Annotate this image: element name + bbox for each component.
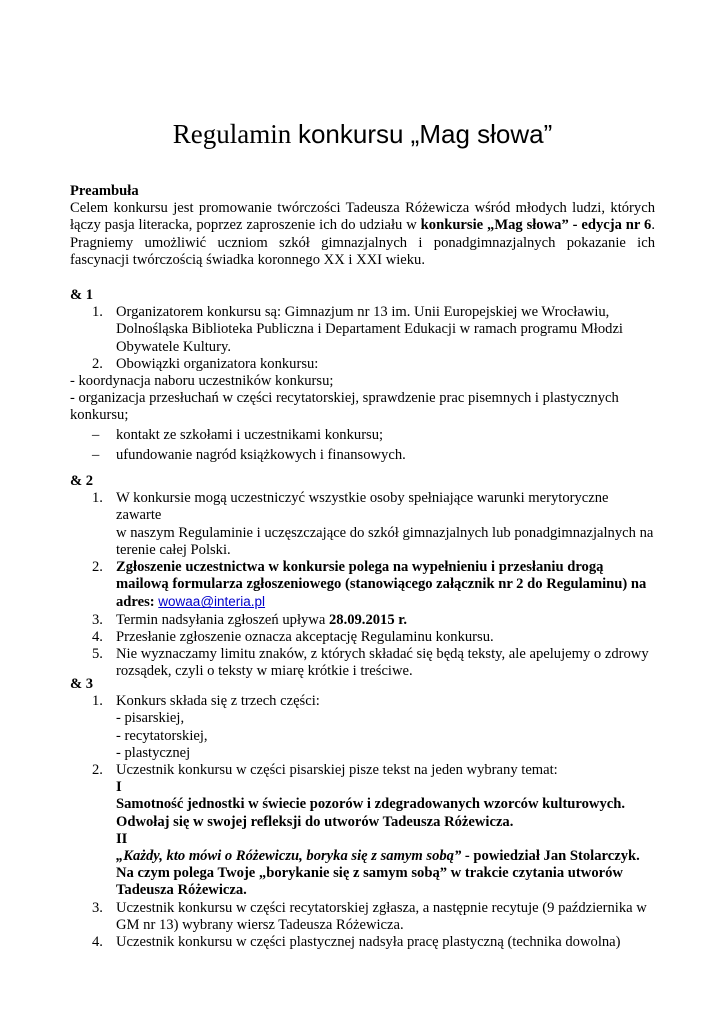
dash-item bbox=[70, 447, 655, 464]
list-item bbox=[70, 356, 655, 373]
list-item bbox=[70, 612, 655, 629]
topic-text: Tadeusza Różewicza. bbox=[116, 882, 247, 899]
part-line: - plastycznej bbox=[116, 744, 191, 761]
preamble-heading: Preambuła bbox=[70, 183, 139, 199]
section-3-heading: & 3 bbox=[70, 676, 94, 692]
duty-line: - organizacja przesłuchań w części recytatorskiej, sprawdzenie prac pisemnych i plastycznych bbox=[70, 390, 619, 407]
list-item bbox=[70, 490, 655, 559]
item-number: 2. bbox=[92, 762, 103, 779]
item-number: 1. bbox=[92, 693, 103, 710]
topic-text: Na czym polega Twoje „borykanie się z samym sobą” w trakcie czytania utworów bbox=[116, 865, 623, 882]
email-link[interactable]: wowaa@interia.pl bbox=[158, 594, 266, 610]
section-1 bbox=[70, 287, 655, 464]
item-number: 5. bbox=[92, 646, 103, 663]
contest-name: konkursie „Mag słowa” - edycja nr 6 bbox=[420, 217, 652, 234]
section-1-heading: & 1 bbox=[70, 287, 94, 303]
item-text: Nie wyznaczamy limitu znaków, z których składać się będą teksty, ale apelujemy o zdrowy bbox=[116, 646, 649, 663]
topic-text: Samotność jednostki w świecie pozorów i zdegradowanych wzorców kulturowych. bbox=[116, 796, 626, 813]
topic-label: I bbox=[116, 779, 122, 796]
item-text: Zgłoszenie uczestnictwa w konkursie polega na wypełnieniu i przesłaniu drogą bbox=[116, 559, 604, 576]
section-2 bbox=[70, 473, 655, 680]
item-text: ufundowanie nagród książkowych i finansowych. bbox=[116, 446, 406, 463]
part-line: - recytatorskiej, bbox=[116, 727, 208, 744]
duty-line: konkursu; bbox=[70, 407, 129, 424]
list-item bbox=[70, 559, 655, 612]
item-text: rozsądek, czyli o teksty w miarę krótkie i treściwe. bbox=[116, 663, 413, 680]
list-item bbox=[70, 900, 655, 934]
deadline-date: 28.09.2015 r. bbox=[328, 611, 408, 628]
topic-text: Odwołaj się w swojej refleksji do utworów Tadeusza Różewicza. bbox=[116, 813, 514, 830]
item-number: 1. bbox=[92, 490, 103, 507]
item-number: 4. bbox=[92, 628, 103, 645]
item-text: Uczestnik konkursu w części pisarskiej pisze tekst na jeden wybrany temat: bbox=[116, 762, 558, 779]
item-text: Konkurs składa się z trzech części: bbox=[116, 693, 320, 710]
title-part1: Regulamin bbox=[172, 119, 292, 149]
item-text: mailową formularza zgłoszeniowego (stanowiącego załącznik nr 2 do Regulaminu) na bbox=[116, 576, 647, 593]
preamble-line: fascynacji twórczością świadka koronnego XX i XXI wieku. bbox=[70, 251, 426, 268]
item-text: Uczestnik konkursu w części plastycznej nadsyła pracę plastyczną (technika dowolna) bbox=[116, 934, 621, 951]
item-text: Dolnośląska Biblioteka Publiczna i Departament Edukacji w ramach programu Młodzi bbox=[116, 321, 623, 338]
list-item bbox=[70, 304, 655, 356]
preamble-text: łączy pasja literacka, poprzez zaproszenie ich do udziału w bbox=[70, 217, 421, 234]
item-text: adres: bbox=[116, 594, 159, 611]
list-item bbox=[70, 693, 655, 762]
list-item bbox=[70, 629, 655, 646]
item-text: w naszym Regulaminie i uczęszczające do szkół gimnazjalnych lub ponadgimnazjalnych na bbox=[116, 524, 654, 541]
list-item bbox=[70, 934, 655, 951]
item-number: 3. bbox=[92, 899, 103, 916]
list-item bbox=[70, 762, 655, 900]
item-text: W konkursie mogą uczestniczyć wszystkie osoby spełniające warunki merytoryczne zawarte bbox=[116, 490, 609, 524]
item-text: GM nr 13) wybrany wiersz Tadeusza Różewicza. bbox=[116, 916, 404, 933]
duty-line: - koordynacja naboru uczestników konkursu; bbox=[70, 373, 334, 390]
preamble-line bbox=[70, 217, 655, 234]
dash-item bbox=[70, 427, 655, 444]
topic-quote: „Każdy, kto mówi o Różewiczu, boryka się z samym sobą” bbox=[116, 848, 462, 865]
item-number: 3. bbox=[92, 611, 103, 628]
item-text: Uczestnik konkursu w części recytatorskiej zgłasza, a następnie recytuje (9 października w bbox=[116, 899, 647, 916]
document-title bbox=[70, 118, 655, 150]
item-text: Termin nadsyłania zgłoszeń upływa bbox=[116, 611, 329, 628]
item-number: 2. bbox=[92, 355, 103, 372]
item-text: terenie całej Polski. bbox=[116, 541, 231, 558]
topic-label: II bbox=[116, 830, 128, 847]
item-text: Obowiązki organizatora konkursu: bbox=[116, 355, 319, 372]
section-2-heading: & 2 bbox=[70, 473, 94, 489]
title-part2: konkursu „Mag słowa” bbox=[297, 119, 553, 149]
item-text: kontakt ze szkołami i uczestnikami konkursu; bbox=[116, 426, 384, 443]
item-number: 1. bbox=[92, 304, 103, 321]
dash-marker: – bbox=[92, 426, 100, 443]
preamble-line: Pragniemy umożliwić uczniom szkół gimnazjalnych i ponadgimnazjalnych pokazanie ich bbox=[70, 234, 655, 251]
preamble-section bbox=[70, 183, 655, 269]
dash-marker: – bbox=[92, 446, 100, 463]
section-3 bbox=[70, 676, 655, 951]
item-text: Przesłanie zgłoszenie oznacza akceptację Regulaminu konkursu. bbox=[116, 628, 494, 645]
item-number: 2. bbox=[92, 559, 103, 576]
preamble-line: Celem konkursu jest promowanie twórczości Tadeusza Różewicza wśród młodych ludzi, których bbox=[70, 200, 655, 217]
part-line: - pisarskiej, bbox=[116, 710, 185, 727]
item-text: Obywatele Kultury. bbox=[116, 338, 231, 355]
item-text: Organizatorem konkursu są: Gimnazjum nr 13 im. Unii Europejskiej we Wrocławiu, bbox=[116, 304, 610, 321]
preamble-text: . bbox=[651, 217, 655, 234]
topic-text: - powiedział Jan Stolarczyk. bbox=[461, 848, 640, 865]
item-number: 4. bbox=[92, 934, 103, 951]
